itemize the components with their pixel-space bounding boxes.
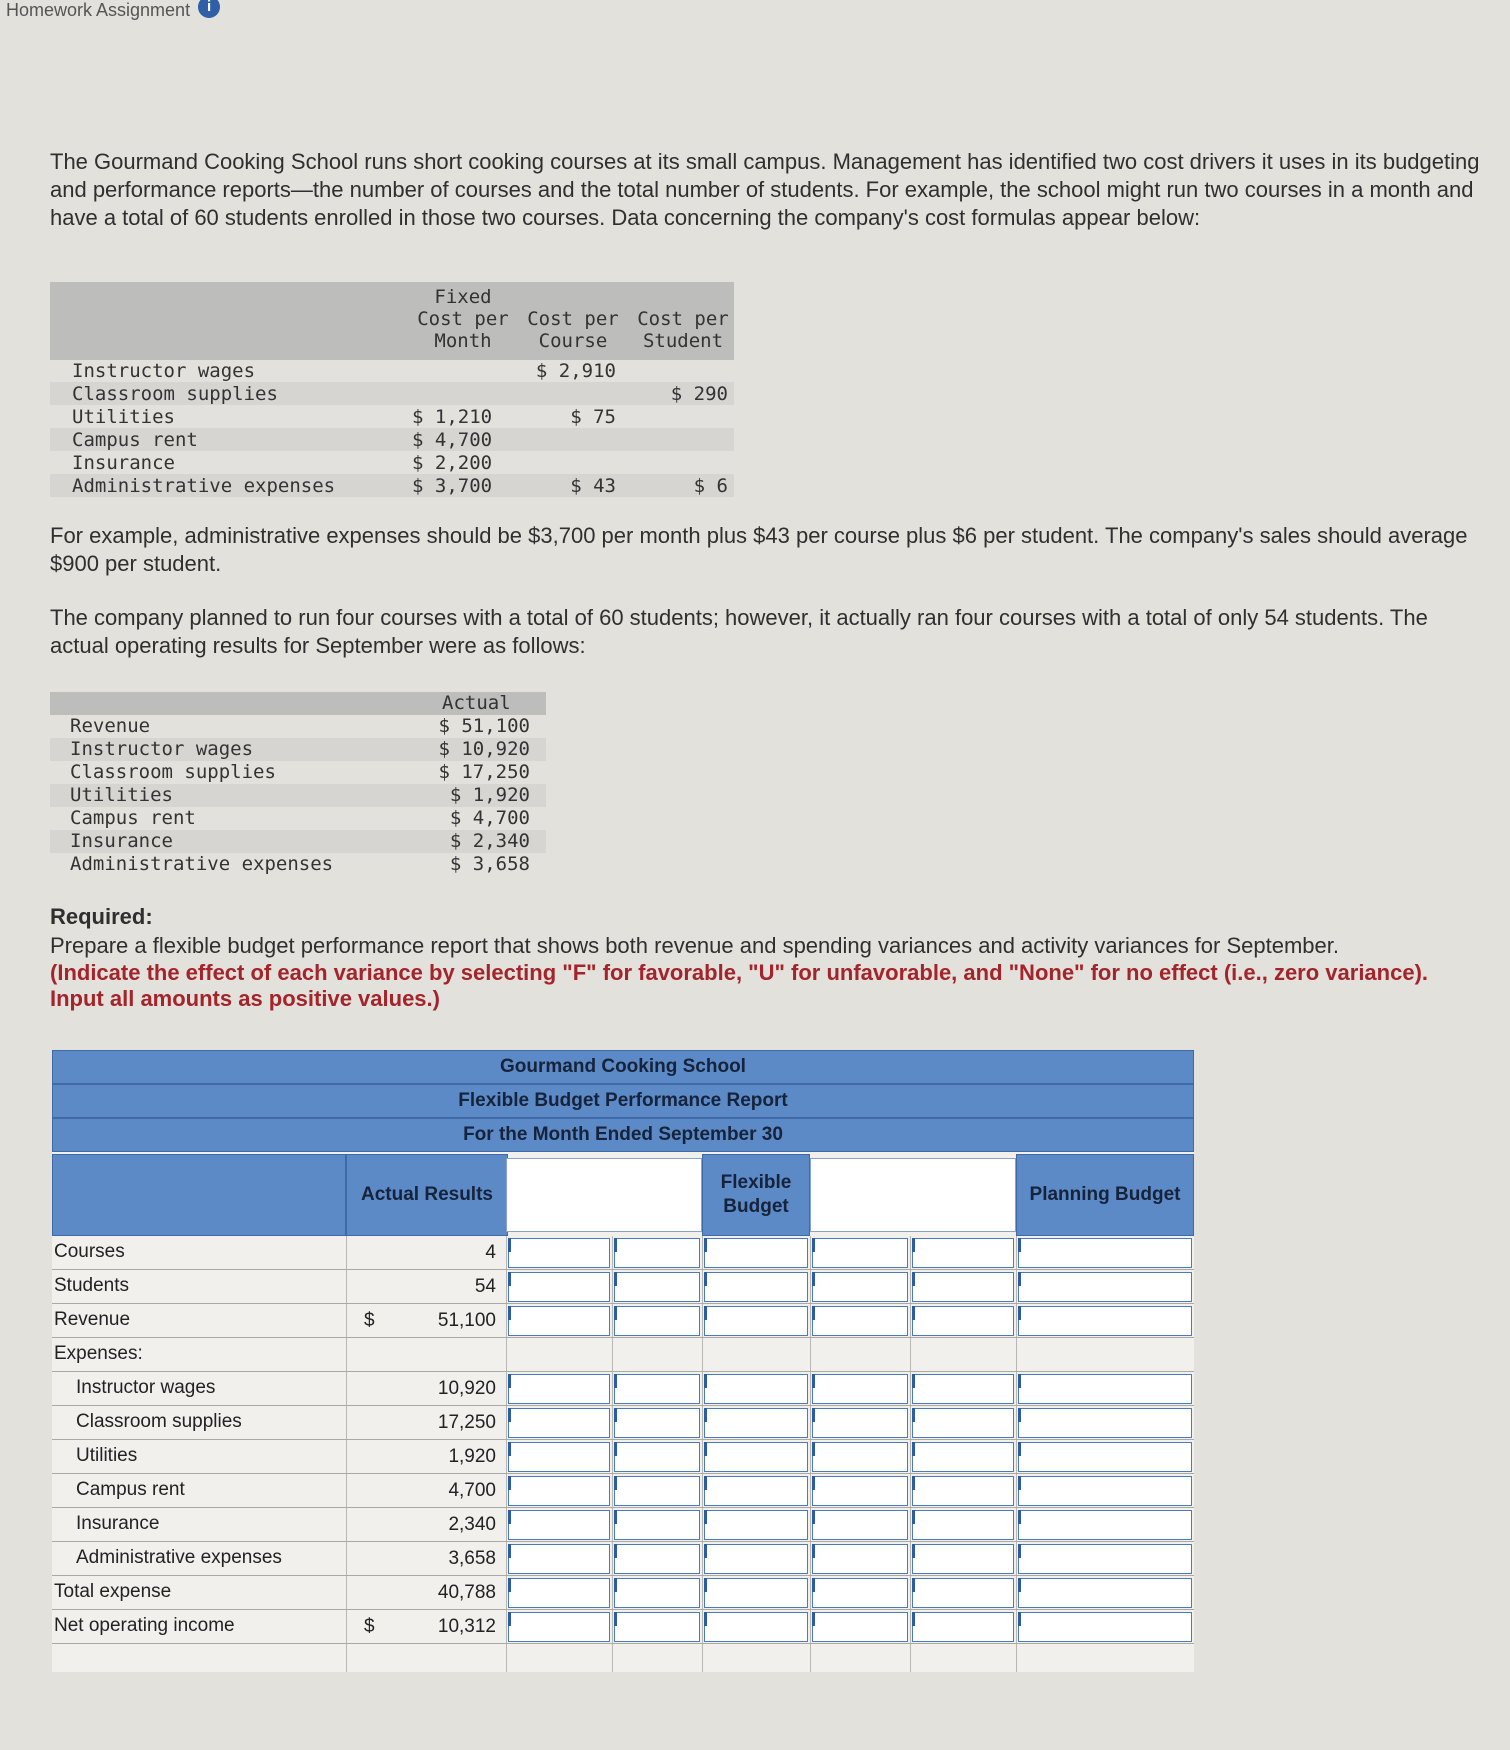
cost-row-fixed: $ 3,700	[412, 475, 493, 497]
example-paragraph: For example, administrative expenses should be $3,700 per month plus $43 per course plus $6 per student. The company's sales should average $900 per student.	[50, 523, 1468, 576]
report-input-cell[interactable]	[508, 1272, 610, 1302]
actual-row-value: $ 10,920	[438, 738, 530, 760]
assignment-header	[6, 0, 220, 21]
report-row-actual: 10,920	[437, 1378, 496, 1399]
report-input-cell[interactable]	[614, 1272, 700, 1302]
actual-row-label: Administrative expenses	[70, 853, 334, 875]
report-input-cell[interactable]	[614, 1374, 700, 1404]
cost-row-fixed: $ 1,210	[412, 406, 493, 428]
actual-row-value: $ 4,700	[449, 807, 530, 829]
assignment-title: Homework Assignment	[6, 0, 191, 20]
report-input-cell[interactable]	[704, 1238, 808, 1268]
report-row	[52, 1338, 1194, 1372]
report-input-cell[interactable]	[1018, 1442, 1192, 1472]
report-input-cell[interactable]	[614, 1578, 700, 1608]
report-input-cell[interactable]	[812, 1510, 908, 1540]
report-row-label: Expenses:	[54, 1343, 143, 1364]
report-input-cell[interactable]	[614, 1442, 700, 1472]
col-fixed-header: Fixed Cost per Month	[417, 286, 509, 352]
report-input-cell[interactable]	[1018, 1476, 1192, 1506]
report-row-actual: 4	[485, 1242, 496, 1263]
report-input-cell[interactable]	[812, 1306, 908, 1336]
report-period: For the Month Ended September 30	[52, 1118, 1194, 1152]
report-input-cell[interactable]	[614, 1612, 700, 1642]
report-input-cell[interactable]	[508, 1544, 610, 1574]
report-row-label: Insurance	[76, 1513, 160, 1534]
actual-row-label: Revenue	[70, 715, 151, 737]
cost-row-label: Insurance	[72, 452, 175, 474]
report-row	[52, 1372, 1194, 1406]
report-input-cell[interactable]	[812, 1476, 908, 1506]
report-input-cell[interactable]	[1018, 1544, 1192, 1574]
report-input-cell[interactable]	[1018, 1578, 1192, 1608]
report-row	[52, 1610, 1194, 1644]
cost-row-label: Classroom supplies	[72, 383, 278, 405]
actual-row-value: $ 1,920	[449, 784, 530, 806]
report-input-cell[interactable]	[508, 1374, 610, 1404]
actual-row-value: $ 51,100	[438, 715, 530, 737]
col-course-header: Cost per Course	[527, 308, 619, 352]
report-row	[52, 1508, 1194, 1542]
report-input-cell[interactable]	[704, 1442, 808, 1472]
cost-row-course: $ 2,910	[535, 360, 616, 382]
cost-row-label: Campus rent	[72, 429, 198, 451]
label-col-header	[52, 1154, 346, 1236]
planned-paragraph: The company planned to run four courses with a total of 60 students; however, it actually ran four courses with a total of only 54 students. The actual operating results for September were as follows:	[50, 605, 1428, 658]
actual-row-label: Classroom supplies	[70, 761, 276, 783]
report-row-actual: 54	[474, 1276, 496, 1297]
actual-results-header: Actual Results	[346, 1154, 508, 1236]
cost-row-student: $ 290	[670, 383, 728, 405]
report-row	[52, 1474, 1194, 1508]
report-row	[52, 1440, 1194, 1474]
report-input-cell[interactable]	[508, 1306, 610, 1336]
report-input-cell[interactable]	[614, 1306, 700, 1336]
report-row-dollar: $	[364, 1616, 375, 1637]
intro-paragraph: The Gourmand Cooking School runs short cooking courses at its small campus. Management has identified two cost drivers it uses in its budgeting and performance reports—the number of courses and the total number of students. For example, the school might run two courses in a month and have a total of 60 students enrolled in those two courses. Data concerning the company's cost formulas appear below:	[50, 149, 1480, 230]
report-row-label: Revenue	[54, 1309, 131, 1330]
variance-header-input-1[interactable]	[506, 1158, 702, 1232]
col-student-header: Cost per Student	[637, 308, 729, 352]
report-row-label: Net operating income	[54, 1615, 235, 1636]
report-input-cell[interactable]	[704, 1476, 808, 1506]
report-input-cell[interactable]	[812, 1272, 908, 1302]
report-input-cell[interactable]	[912, 1612, 1014, 1642]
report-input-cell[interactable]	[912, 1408, 1014, 1438]
flexible-budget-report	[52, 1050, 1194, 1672]
report-row-label: Classroom supplies	[76, 1411, 242, 1432]
report-input-cell[interactable]	[704, 1272, 808, 1302]
report-title: Flexible Budget Performance Report	[52, 1084, 1194, 1118]
cost-row-fixed: $ 2,200	[412, 452, 493, 474]
flexible-budget-header: Flexible Budget	[702, 1154, 810, 1236]
required-instruction: (Indicate the effect of each variance by selecting "F" for favorable, "U" for unfavorable, and "None" for no effect (i.e., zero variance). Input all amounts as positive values.)	[50, 960, 1429, 1011]
report-row	[52, 1576, 1194, 1610]
actual-header: Actual	[442, 692, 511, 714]
report-input-cell[interactable]	[912, 1238, 1014, 1268]
report-input-cell[interactable]	[1018, 1272, 1192, 1302]
info-icon[interactable]: i	[198, 0, 220, 18]
report-input-cell[interactable]	[812, 1374, 908, 1404]
report-input-cell[interactable]	[912, 1476, 1014, 1506]
report-row-actual: 40,788	[437, 1582, 496, 1603]
report-input-cell[interactable]	[812, 1578, 908, 1608]
report-row	[52, 1542, 1194, 1576]
required-text: Prepare a flexible budget performance report that shows both revenue and spending variances and activity variances for September.	[50, 933, 1339, 958]
report-row-actual: 17,250	[437, 1412, 496, 1433]
report-input-cell[interactable]	[614, 1238, 700, 1268]
report-input-cell[interactable]	[812, 1544, 908, 1574]
report-input-cell[interactable]	[508, 1578, 610, 1608]
report-input-cell[interactable]	[1018, 1374, 1192, 1404]
report-row-label: Administrative expenses	[76, 1547, 282, 1568]
cost-row-fixed: $ 4,700	[412, 429, 493, 451]
report-input-cell[interactable]	[704, 1612, 808, 1642]
report-row-label: Campus rent	[76, 1479, 185, 1500]
report-row	[52, 1270, 1194, 1304]
actual-results-table	[50, 692, 546, 882]
actual-row-value: $ 17,250	[438, 761, 530, 783]
cost-row-student: $ 6	[693, 475, 728, 497]
report-input-cell[interactable]	[508, 1476, 610, 1506]
report-input-cell[interactable]	[614, 1476, 700, 1506]
report-row-label: Students	[54, 1275, 129, 1296]
report-row-actual: 4,700	[448, 1480, 496, 1501]
report-input-cell[interactable]	[812, 1442, 908, 1472]
cost-row-label: Utilities	[72, 406, 175, 428]
actual-row-value: $ 3,658	[449, 853, 530, 875]
report-input-cell[interactable]	[704, 1510, 808, 1540]
actual-row-label: Campus rent	[70, 807, 196, 829]
actual-row-label: Instructor wages	[70, 738, 254, 760]
cost-formula-table	[50, 282, 734, 506]
report-row-label: Utilities	[76, 1445, 138, 1466]
required-title: Required:	[50, 904, 153, 929]
report-input-cell[interactable]	[614, 1544, 700, 1574]
report-input-cell[interactable]	[508, 1510, 610, 1540]
report-input-cell[interactable]	[704, 1578, 808, 1608]
report-input-cell[interactable]	[812, 1408, 908, 1438]
report-row-label: Total expense	[54, 1581, 172, 1602]
report-input-cell[interactable]	[508, 1408, 610, 1438]
report-row	[52, 1304, 1194, 1338]
report-input-cell[interactable]	[912, 1442, 1014, 1472]
report-input-cell[interactable]	[508, 1612, 610, 1642]
report-row	[52, 1406, 1194, 1440]
report-input-cell[interactable]	[704, 1408, 808, 1438]
cost-row-label: Administrative expenses	[72, 475, 336, 497]
report-row-actual: 10,312	[437, 1616, 496, 1637]
report-input-cell[interactable]	[912, 1306, 1014, 1336]
actual-row-label: Utilities	[70, 784, 173, 806]
variance-header-input-2[interactable]	[810, 1158, 1016, 1232]
report-input-cell[interactable]	[912, 1578, 1014, 1608]
cost-row-label: Instructor wages	[72, 360, 256, 382]
report-row-actual: 51,100	[437, 1310, 496, 1331]
report-row-actual: 1,920	[448, 1446, 496, 1467]
report-row-dollar: $	[364, 1310, 375, 1331]
report-row-actual: 2,340	[448, 1514, 496, 1535]
report-input-cell[interactable]	[812, 1612, 908, 1642]
report-input-cell[interactable]	[912, 1272, 1014, 1302]
report-input-cell[interactable]	[912, 1374, 1014, 1404]
report-input-cell[interactable]	[704, 1374, 808, 1404]
cost-row-course: $ 43	[570, 475, 616, 497]
report-input-cell[interactable]	[912, 1544, 1014, 1574]
report-row-label: Courses	[54, 1241, 125, 1262]
report-row-label: Instructor wages	[76, 1377, 216, 1398]
report-input-cell[interactable]	[614, 1510, 700, 1540]
report-row	[52, 1236, 1194, 1270]
report-input-cell[interactable]	[812, 1238, 908, 1268]
planning-budget-header: Planning Budget	[1016, 1154, 1194, 1236]
report-input-cell[interactable]	[1018, 1408, 1192, 1438]
report-input-cell[interactable]	[1018, 1306, 1192, 1336]
report-input-cell[interactable]	[704, 1544, 808, 1574]
actual-row-value: $ 2,340	[449, 830, 530, 852]
report-input-cell[interactable]	[704, 1306, 808, 1336]
actual-row-label: Insurance	[70, 830, 173, 852]
report-input-cell[interactable]	[508, 1238, 610, 1268]
report-input-cell[interactable]	[1018, 1612, 1192, 1642]
report-input-cell[interactable]	[614, 1408, 700, 1438]
report-input-cell[interactable]	[508, 1442, 610, 1472]
report-input-cell[interactable]	[1018, 1510, 1192, 1540]
report-input-cell[interactable]	[1018, 1238, 1192, 1268]
report-row-actual: 3,658	[448, 1548, 496, 1569]
report-input-cell[interactable]	[912, 1510, 1014, 1540]
cost-row-course: $ 75	[570, 406, 616, 428]
report-company-name: Gourmand Cooking School	[52, 1050, 1194, 1084]
